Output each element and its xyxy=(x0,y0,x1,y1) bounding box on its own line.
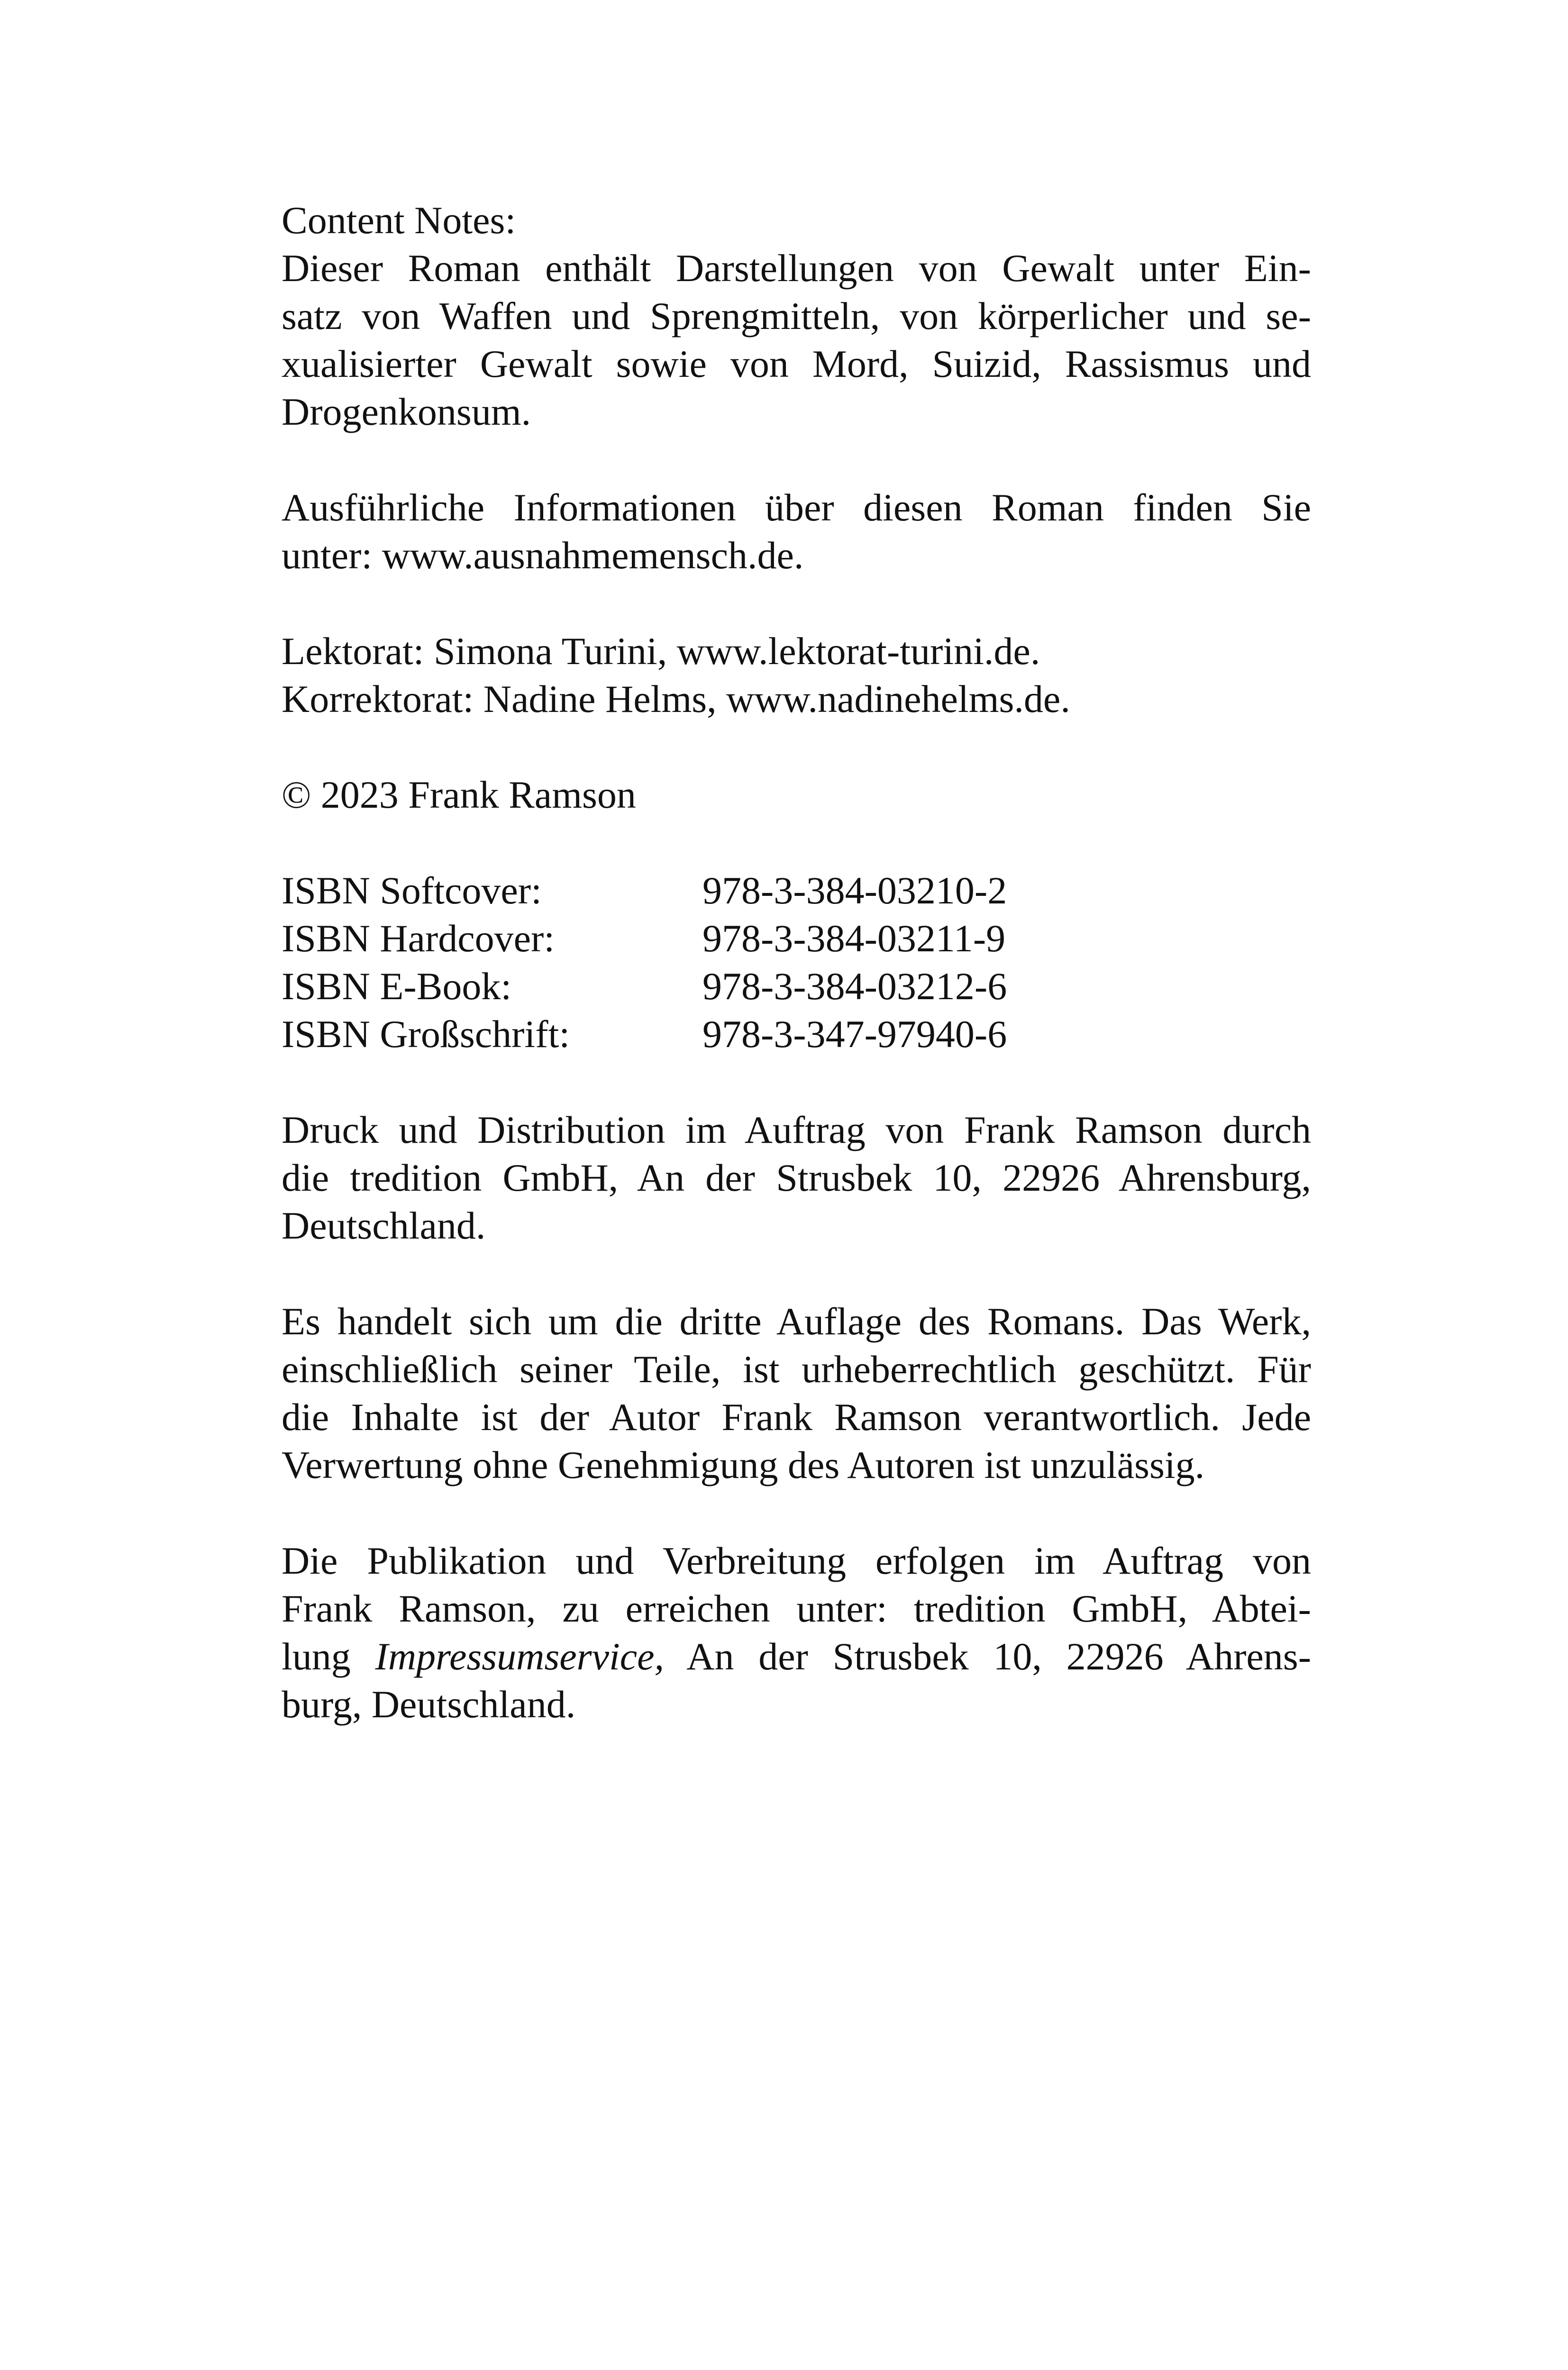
publication-text: lung xyxy=(282,1635,351,1678)
isbn-value: 978-3-384-03212-6 xyxy=(702,965,1007,1008)
publication-line: Frank Ramson, zu erreichen unter: tredition GmbH, Abtei- xyxy=(282,1587,1311,1630)
copyright-notice: © 2023 Frank Ramson xyxy=(282,773,636,816)
distribution-line: Druck und Distribution im Auftrag von Frank Ramson durch xyxy=(282,1108,1311,1151)
rights-line: Es handelt sich um die dritte Auflage des Romans. Das Werk, xyxy=(282,1300,1311,1343)
impressumservice-term: Impressumservice, xyxy=(375,1635,665,1678)
publication-text: An der Strusbek 10, 22926 Ahrens- xyxy=(686,1635,1311,1678)
publication-line: Die Publikation und Verbreitung erfolgen im Auftrag von xyxy=(282,1539,1311,1582)
isbn-value: 978-3-347-97940-6 xyxy=(702,1012,1007,1056)
isbn-row xyxy=(282,866,1311,914)
content-notes-line: xualisierter Gewalt sowie von Mord, Suizid, Rassismus und xyxy=(282,342,1311,385)
isbn-value: 978-3-384-03211-9 xyxy=(702,917,1006,960)
content-notes-line: Drogenkonsum. xyxy=(282,390,531,433)
isbn-row xyxy=(282,962,1311,1010)
isbn-label: ISBN Großschrift: xyxy=(282,1012,570,1056)
isbn-row xyxy=(282,1010,1311,1058)
distribution-line: Deutschland. xyxy=(282,1204,486,1247)
isbn-section xyxy=(282,866,1311,1058)
content-notes-line: Dieser Roman enthält Darstellungen von Gewalt unter Ein- xyxy=(282,246,1311,290)
isbn-label: ISBN E-Book: xyxy=(282,965,512,1008)
info-line: Ausführliche Informationen über diesen Roman finden Sie xyxy=(282,486,1311,529)
lektorat-credit: Lektorat: Simona Turini, www.lektorat-turini.de. xyxy=(282,629,1040,673)
rights-line: Verwertung ohne Genehmigung des Autoren ist unzulässig. xyxy=(282,1443,1205,1486)
content-notes-line: satz von Waffen und Sprengmitteln, von körperlicher und se- xyxy=(282,294,1311,337)
korrektorat-credit: Korrektorat: Nadine Helms, www.nadinehelms.de. xyxy=(282,677,1070,720)
isbn-label: ISBN Hardcover: xyxy=(282,917,555,960)
publication-section xyxy=(282,1537,1311,1728)
content-notes-section xyxy=(282,196,1311,436)
rights-section xyxy=(282,1297,1311,1489)
info-line: unter: www.ausnahmemensch.de. xyxy=(282,534,804,577)
imprint-page xyxy=(282,196,1311,1776)
rights-line: einschließlich seiner Teile, ist urheberrechtlich geschützt. Für xyxy=(282,1348,1311,1391)
isbn-value: 978-3-384-03210-2 xyxy=(702,869,1007,912)
distribution-section xyxy=(282,1106,1311,1249)
rights-line: die Inhalte ist der Autor Frank Ramson verantwortlich. Jede xyxy=(282,1395,1311,1439)
copyright-section xyxy=(282,771,1311,819)
content-notes-heading: Content Notes: xyxy=(282,199,516,242)
info-section xyxy=(282,483,1311,579)
isbn-row xyxy=(282,914,1311,962)
publication-line: burg, Deutschland. xyxy=(282,1683,576,1726)
isbn-label: ISBN Softcover: xyxy=(282,869,542,912)
publication-line-mixed xyxy=(282,1632,1311,1680)
distribution-line: die tredition GmbH, An der Strusbek 10, 22926 Ahrensburg, xyxy=(282,1156,1311,1199)
credits-section xyxy=(282,627,1311,723)
